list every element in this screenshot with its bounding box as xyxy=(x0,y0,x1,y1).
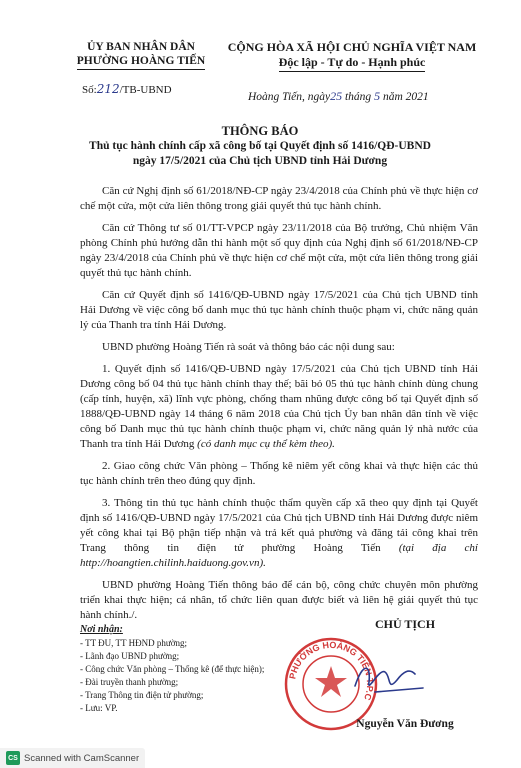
list-item-3: 3. Thông tin thủ tục hành chính thuộc thẩm quyền cấp xã theo quy định tại Quyết định số 1416/QĐ-UBND ngày 17/5/2021 của Chủ tịch UBND tỉnh Hải Dương được niêm yết công khai tại Bộ phận tiếp nhận và trả kết quả phường và đăng tải công khai trên Trang thông tin điện tử phường Hoàng Tiến (tại địa chỉ http://hoangtien.chilinh.haiduong.gov.vn). xyxy=(80,497,478,569)
paragraph: UBND phường Hoàng Tiến rà soát và thông báo các nội dung sau: xyxy=(102,341,395,353)
document-number: Số:212/TB-UBND xyxy=(82,82,172,96)
closing-paragraph: UBND phường Hoàng Tiến thông báo để cán bộ, công chức chuyên môn phường triển khai thực hiện; cá nhân, tổ chức liên quan được biết và liên hệ giải quyết thủ tục hành chính./. xyxy=(80,579,478,621)
signer-name: Nguyễn Văn Đương xyxy=(356,718,454,730)
signer-title: CHỦ TỊCH xyxy=(374,617,436,631)
org-line-2: PHƯỜNG HOÀNG TIẾN xyxy=(77,54,205,70)
document-title: THÔNG BÁO xyxy=(221,124,299,138)
scanner-label: Scanned with CamScanner xyxy=(24,752,140,764)
list-item: - Lãnh đạo UBND phường; xyxy=(80,651,180,661)
list-item: - Công chức Văn phòng – Thống kê (để thực hiện); xyxy=(80,664,265,674)
recipients-heading: Nơi nhận: xyxy=(80,624,123,635)
svg-text:PHƯỜNG HOÀNG TIẾN T.P.C: PHƯỜNG HOÀNG TIẾN T.P.C xyxy=(287,639,376,702)
nation-line-1: CỘNG HÒA XÃ HỘI CHỦ NGHĨA VIỆT NAM xyxy=(227,40,477,54)
handwritten-number: 212 xyxy=(96,82,120,96)
national-heading xyxy=(222,40,482,72)
issue-date: Hoàng Tiến, ngày25 tháng 5 năm 2021 xyxy=(248,89,429,103)
scanner-watermark xyxy=(0,748,145,768)
document-body xyxy=(80,184,478,630)
document-subtitle: Thủ tục hành chính cấp xã công bố tại Quyết định số 1416/QĐ-UBND ngày 17/5/2021 của Chủ tịch UBND tỉnh Hải Dương xyxy=(89,140,431,167)
paragraph: Căn cứ Thông tư số 01/TT-VPCP ngày 23/11/2018 của Bộ trưởng, Chủ nhiệm Văn phòng Chính phủ hướng dẫn thi hành một số quy định của Nghị định số 61/2018/NĐ-CP ngày 23/4/2018 của Chính phủ về thực hiện cơ chế một cửa, một cửa liên thông trong giải quyết thủ tục hành chính. xyxy=(80,222,478,279)
handwritten-signature-icon xyxy=(345,652,435,702)
nation-motto: Độc lập - Tự do - Hạnh phúc xyxy=(279,55,426,72)
list-item-2: 2. Giao công chức Văn phòng – Thống kê niêm yết công khai và thực hiện các thủ tục hành chính trên theo đúng quy định. xyxy=(80,460,478,487)
list-item-1: 1. Quyết định số 1416/QĐ-UBND ngày 17/5/2021 của Chủ tịch UBND tỉnh Hải Dương công bố 04 thủ tục hành chính thay thế; bãi bỏ 05 thủ tục hành chính dùng chung (cấp tỉnh, huyện, xã) lĩnh vực phòng, chống tham nhũng được công bố tại Quyết định số 1888/QĐ-UBND ngày 14 tháng 6 năm 2018 của Chủ tịch Ủy ban nhân dân tỉnh về việc công bố Danh mục thủ tục hành chính thuộc phạm vi, chức năng quản lý nhà nước của Thanh tra tỉnh Hải Dương (có danh mục cụ thể kèm theo). xyxy=(80,363,478,450)
paragraph: Căn cứ Quyết định số 1416/QĐ-UBND ngày 17/5/2021 của Chủ tịch UBND tỉnh Hải Dương về việc công bố danh mục thủ tục hành chính thuộc phạm vi, chức năng quản lý của Thanh tra tỉnh Hải Dương. xyxy=(80,289,478,331)
list-item: - TT ĐU, TT HĐND phường; xyxy=(80,638,187,648)
list-item: - Trang Thông tin điện tử phường; xyxy=(80,690,204,700)
list-item: - Đài truyền thanh phường; xyxy=(80,677,179,687)
paragraph: Căn cứ Nghị định số 61/2018/NĐ-CP ngày 23/4/2018 của Chính phủ về thực hiện cơ chế một cửa, một cửa liên thông trong giải quyết thủ tục hành chính. xyxy=(80,185,478,212)
handwritten-day: 25 xyxy=(330,89,343,103)
org-line-1: ỦY BAN NHÂN DÂN xyxy=(87,41,195,53)
handwritten-month: 5 xyxy=(374,89,381,103)
camscanner-logo-icon: CS xyxy=(6,751,20,765)
list-item: - Lưu: VP. xyxy=(80,703,118,713)
issuing-authority xyxy=(66,40,216,70)
